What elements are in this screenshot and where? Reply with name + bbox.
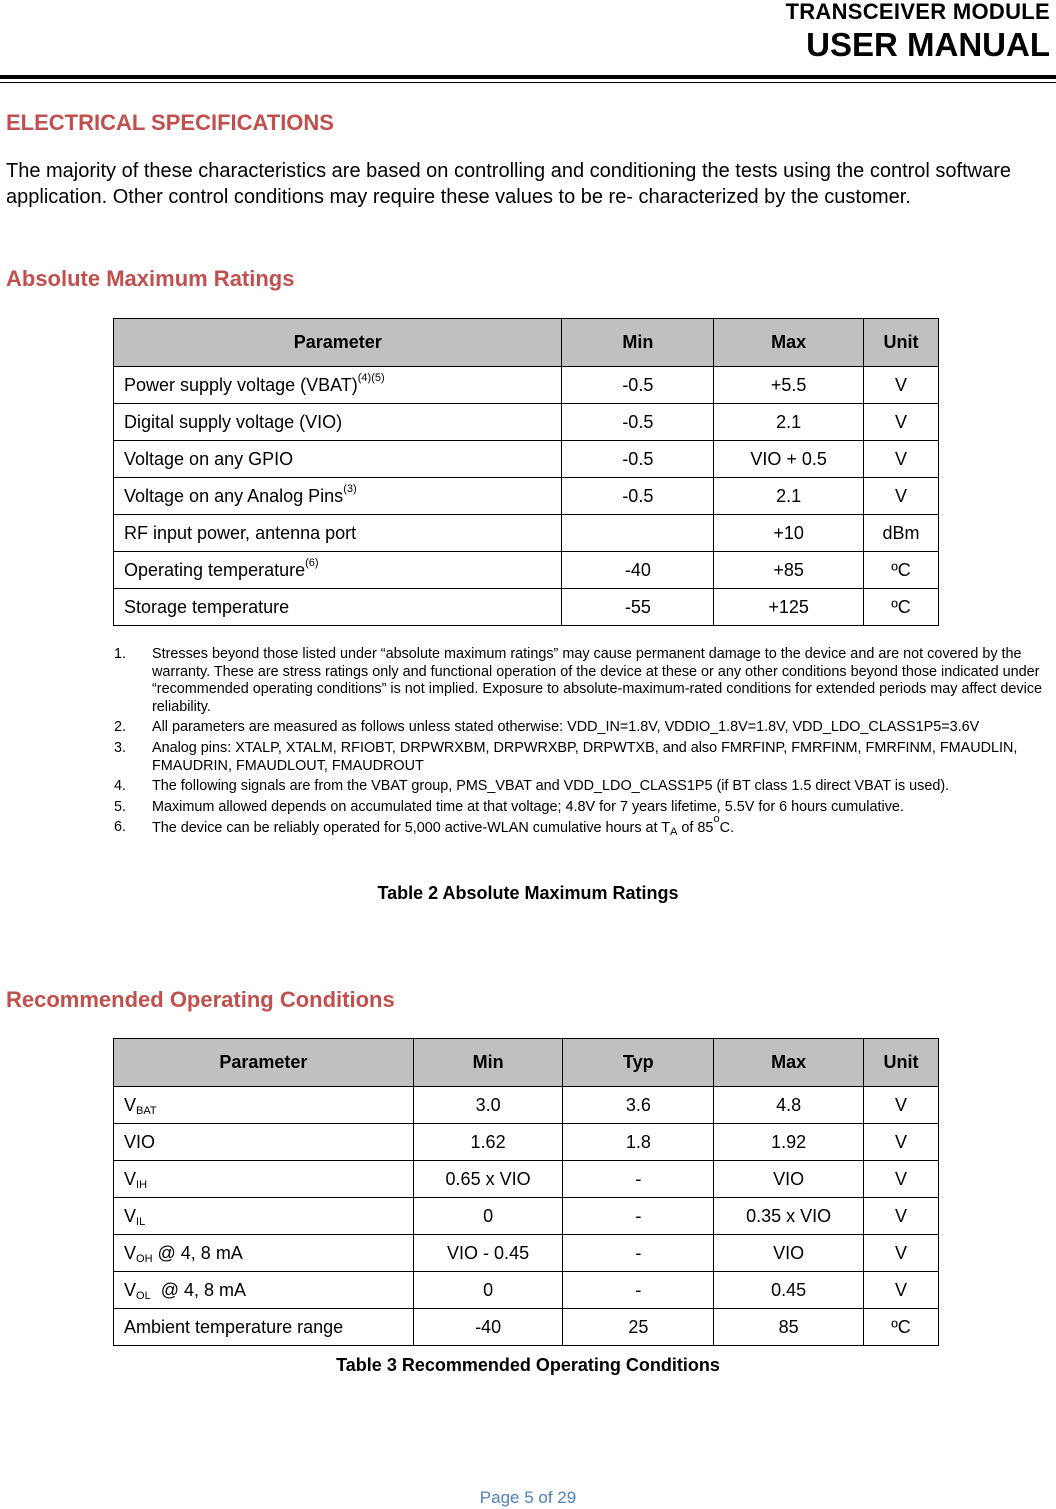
min-cell: -40 (562, 552, 714, 589)
note-item: 2. All parameters are measured as follows unless stated otherwise: VDD_IN=1.8V, VDDIO_1.8V=1.8V, VDD_LDO_CLASS1P5=3.6V (114, 719, 980, 736)
header-line-2: USER MANUAL (806, 26, 1050, 63)
table-2-caption: Table 2 Absolute Maximum Ratings (377, 883, 679, 903)
unit-cell: ºC (864, 552, 939, 589)
column-header: Max (714, 1039, 864, 1087)
rec-op-header-row (114, 1039, 939, 1087)
max-cell: 0.35 x VIO (714, 1198, 864, 1235)
header-rule-thick (0, 75, 1056, 79)
max-cell: VIO (714, 1161, 864, 1198)
unit-cell: V (864, 1161, 939, 1198)
parameter-cell: $V_{BAT}$ (114, 1087, 414, 1124)
unit-cell: V (864, 1124, 939, 1161)
column-header: Min (413, 1039, 563, 1087)
table-row (114, 1272, 939, 1309)
parameter-cell: $V_{OH}$ @ 4, 8 mA (114, 1235, 414, 1272)
unit-cell: V (864, 478, 939, 515)
typ-cell: - (563, 1161, 714, 1198)
abs-max-notes (114, 646, 1044, 841)
parameter-cell: Ambient temperature range (114, 1309, 414, 1346)
max-cell: +125 (714, 589, 864, 626)
note-item: 6. The device can be reliably operated for 5,000 active-WLAN cumulative hours at $T_A$ of 85$^o$C. (114, 813, 734, 839)
intro-paragraph: The majority of these characteristics are based on controlling and conditioning the tests using the control software application. Other control conditions may require these values to be re- characterized by the customer. (6, 160, 1011, 208)
abs-max-heading: Absolute Maximum Ratings (6, 266, 295, 291)
max-cell: 85 (714, 1309, 864, 1346)
max-cell: 1.92 (714, 1124, 864, 1161)
min-cell: 3.0 (413, 1087, 563, 1124)
table-row (114, 1198, 939, 1235)
header-rule-thin (0, 82, 1056, 83)
parameter-cell: RF input power, antenna port (114, 515, 562, 552)
min-cell: -0.5 (562, 478, 714, 515)
column-header: Parameter (114, 319, 562, 367)
unit-cell: V (864, 367, 939, 404)
column-header: Unit (864, 1039, 939, 1087)
min-cell: -0.5 (562, 367, 714, 404)
note-item: 3. Analog pins: XTALP, XTALM, RFIOBT, DRPWRXBM, DRPWRXBP, DRPWTXB, and also FMRFINP, FMRFINM, FMRFINM, FMAUDLIN, FMAUDRIN, FMAUDLOUT, FMAUDROUT (114, 739, 1018, 774)
table-row (114, 1124, 939, 1161)
abs-max-header-row (114, 319, 939, 367)
parameter-cell: Voltage on any GPIO (114, 441, 562, 478)
max-cell: VIO + 0.5 (714, 441, 864, 478)
note-item: 5. Maximum allowed depends on accumulated time at that voltage; 4.8V for 7 years lifetime, 5.5V for 6 hours cumulative. (114, 798, 904, 815)
table-row (114, 515, 939, 552)
unit-cell: V (864, 1235, 939, 1272)
note-reference: (3) (343, 482, 357, 495)
table-3-caption: Table 3 Recommended Operating Conditions (336, 1355, 720, 1375)
table-row (114, 478, 939, 515)
column-header: Unit (864, 319, 939, 367)
table-row (114, 404, 939, 441)
table-row (114, 1087, 939, 1124)
unit-cell: V (864, 1087, 939, 1124)
page-number: Page 5 of 29 (479, 1488, 577, 1507)
parameter-cell: $V_{IH}$ (114, 1161, 414, 1198)
max-cell: VIO (714, 1235, 864, 1272)
parameter-cell: Power supply voltage (VBAT)$^{(4)(5)}$ (114, 367, 562, 404)
unit-cell: V (864, 404, 939, 441)
typ-cell: - (563, 1198, 714, 1235)
min-cell: 0.65 x VIO (413, 1161, 563, 1198)
header-line-1: TRANSCEIVER MODULE (785, 0, 1050, 24)
unit-cell: dBm (864, 515, 939, 552)
unit-cell: V (864, 441, 939, 478)
column-header: Typ (563, 1039, 714, 1087)
min-cell: -40 (413, 1309, 563, 1346)
typ-cell: 25 (563, 1309, 714, 1346)
max-cell: 2.1 (714, 478, 864, 515)
max-cell: +85 (714, 552, 864, 589)
note-reference: (4)(5) (357, 371, 385, 384)
typ-cell: 3.6 (563, 1087, 714, 1124)
note-item: 4. The following signals are from the VBAT group, PMS_VBAT and VDD_LDO_CLASS1P5 (if BT class 1.5 direct VBAT is used). (114, 778, 950, 795)
unit-cell: ºC (864, 1309, 939, 1346)
table-row (114, 1161, 939, 1198)
min-cell: -0.5 (562, 441, 714, 478)
min-cell: -55 (562, 589, 714, 626)
typ-cell: - (563, 1272, 714, 1309)
document-header (785, 0, 1050, 61)
note-item: 1. Stresses beyond those listed under “absolute maximum ratings” may cause permanent damage to the device and are not covered by the warranty. These are stress ratings only and functional operation of the device at these or any other conditions beyond those indicated under “recommended operating conditions” is not implied. Exposure to absolute-maximum-rated conditions for extended periods may affect device reliability. (114, 646, 1043, 715)
parameter-cell: VIO (114, 1124, 414, 1161)
table-row (114, 367, 939, 404)
table-row (114, 1309, 939, 1346)
table-row (114, 552, 939, 589)
table-row (114, 589, 939, 626)
rec-op-table (113, 1038, 939, 1346)
table-row (114, 441, 939, 478)
parameter-cell: Storage temperature (114, 589, 562, 626)
parameter-cell: $V_{OL}$ @ 4, 8 mA (114, 1272, 414, 1309)
min-cell: 1.62 (413, 1124, 563, 1161)
max-cell: +5.5 (714, 367, 864, 404)
unit-cell: ºC (864, 589, 939, 626)
rec-op-heading: Recommended Operating Conditions (6, 987, 395, 1012)
typ-cell: - (563, 1235, 714, 1272)
max-cell: 4.8 (714, 1087, 864, 1124)
section-title: ELECTRICAL SPECIFICATIONS (6, 110, 334, 135)
unit-cell: V (864, 1272, 939, 1309)
max-cell: 2.1 (714, 404, 864, 441)
column-header: Max (714, 319, 864, 367)
column-header: Min (562, 319, 714, 367)
parameter-cell: Voltage on any Analog Pins$^{(3)}$ (114, 478, 562, 515)
note-reference: (6) (305, 556, 319, 569)
abs-max-table (113, 318, 939, 626)
max-cell: 0.45 (714, 1272, 864, 1309)
min-cell: 0 (413, 1198, 563, 1235)
typ-cell: 1.8 (563, 1124, 714, 1161)
parameter-cell: $V_{IL}$ (114, 1198, 414, 1235)
min-cell: 0 (413, 1272, 563, 1309)
table-row (114, 1235, 939, 1272)
parameter-cell: Operating temperature$^{(6)}$ (114, 552, 562, 589)
unit-cell: V (864, 1198, 939, 1235)
min-cell: -0.5 (562, 404, 714, 441)
max-cell: +10 (714, 515, 864, 552)
min-cell (562, 515, 714, 552)
parameter-cell: Digital supply voltage (VIO) (114, 404, 562, 441)
column-header: Parameter (114, 1039, 414, 1087)
min-cell: VIO - 0.45 (413, 1235, 563, 1272)
